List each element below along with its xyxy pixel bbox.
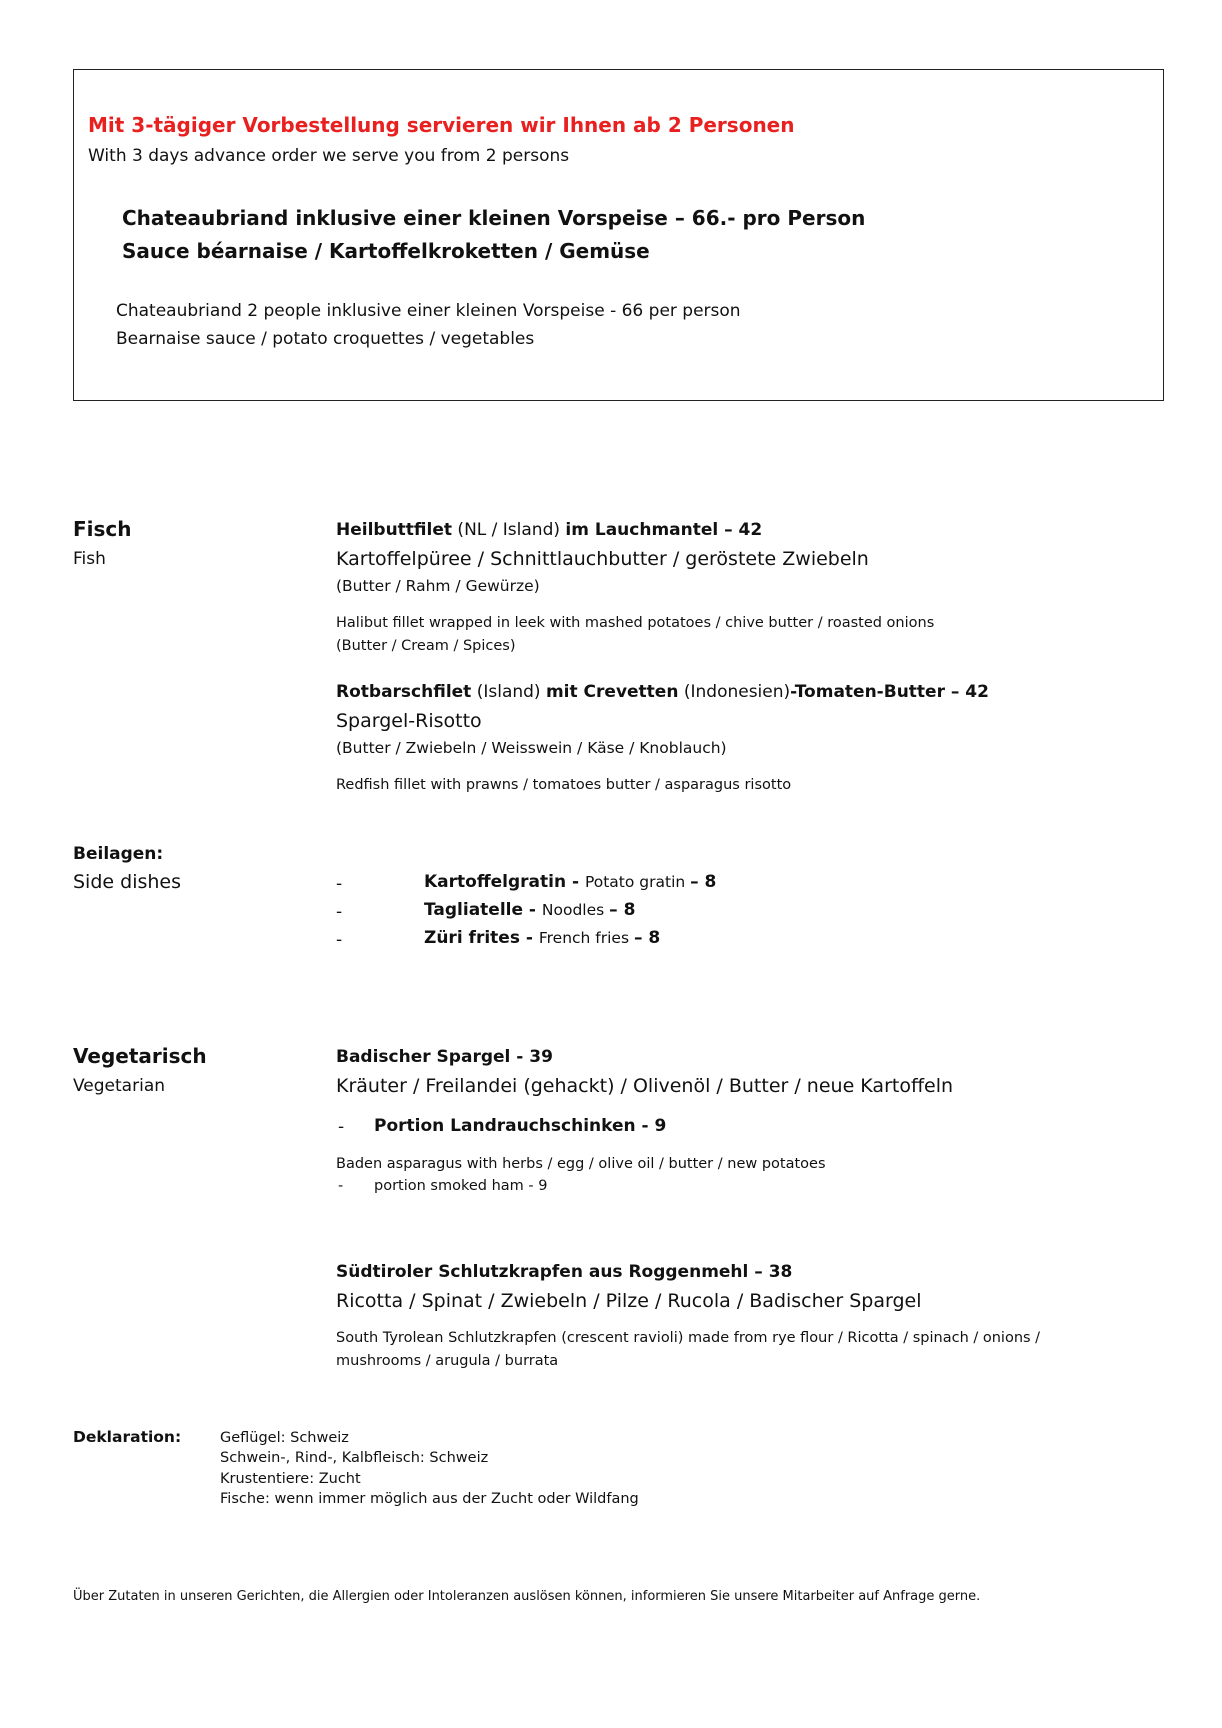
side-item-price: – 8 (609, 900, 636, 920)
veg-dish1-en: Baden asparagus with herbs / egg / olive oil / butter / new potatoes (336, 1156, 826, 1172)
veg-heading-en: Vegetarian (73, 1076, 166, 1096)
preorder-dish-line1: Chateaubriand inklusive einer kleinen Vorspeise – 66.- pro Person (122, 206, 866, 230)
fish-dish2-title-part2: (Island) (471, 682, 546, 702)
side-item (424, 900, 635, 920)
fish-dish2-title-part3: mit Crevetten (545, 682, 679, 702)
veg-dish2-en1: South Tyrolean Schlutzkrapfen (crescent ravioli) made from rye flour / Ricotta / spinach / onions / (336, 1330, 1041, 1346)
fish-dish2-title (336, 682, 989, 702)
side-item-dash: - (336, 930, 343, 950)
fish-dish1-desc: Kartoffelpüree / Schnittlauchbutter / geröstete Zwiebeln (336, 548, 869, 570)
side-item-en: Noodles (541, 901, 610, 919)
fish-dish2-en: Redfish fillet with prawns / tomatoes butter / asparagus risotto (336, 777, 792, 793)
side-item-dash: - (336, 874, 343, 894)
preorder-dish-line2: Sauce béarnaise / Kartoffelkroketten / Gemüse (122, 239, 650, 263)
fish-dish1-title-part3: im Lauchmantel – 42 (565, 520, 763, 540)
veg-dish1-en-addon: portion smoked ham - 9 (374, 1178, 548, 1194)
veg-dish1-desc: Kräuter / Freilandei (gehackt) / Olivenöl / Butter / neue Kartoffeln (336, 1075, 954, 1097)
side-item-en: Potato gratin (584, 873, 691, 891)
side-item-price: – 8 (690, 872, 717, 892)
preorder-headline-en: With 3 days advance order we serve you from 2 persons (88, 146, 570, 166)
fish-dish1-title-part1: Heilbuttfilet (336, 520, 453, 540)
veg-dish1-addon: Portion Landrauchschinken - 9 (374, 1116, 667, 1136)
declaration-line: Schwein-, Rind-, Kalbfleisch: Schweiz (220, 1450, 489, 1466)
preorder-en-line2: Bearnaise sauce / potato croquettes / vegetables (116, 329, 535, 349)
veg-dish2-desc: Ricotta / Spinat / Zwiebeln / Pilze / Rucola / Badischer Spargel (336, 1290, 922, 1312)
fish-heading: Fisch (73, 517, 132, 541)
veg-dish2-en2: mushrooms / arugula / burrata (336, 1353, 559, 1369)
side-item-de: Züri frites - (424, 928, 539, 948)
fish-dish1-en-ingredients: (Butter / Cream / Spices) (336, 638, 516, 654)
fish-dish1-title-part2: (NL / Island) (452, 520, 566, 540)
fish-dish1-title (336, 520, 762, 540)
veg-dish1-title: Badischer Spargel - 39 (336, 1047, 553, 1067)
declaration-line: Geflügel: Schweiz (220, 1430, 349, 1446)
side-item-en: French fries (538, 929, 634, 947)
side-item (424, 872, 716, 892)
fish-dish1-ingredients: (Butter / Rahm / Gewürze) (336, 577, 540, 595)
fish-heading-en: Fish (73, 549, 106, 569)
sides-heading-en: Side dishes (73, 871, 181, 893)
side-item-dash: - (336, 902, 343, 922)
sides-heading: Beilagen: (73, 844, 164, 864)
side-item-price: – 8 (633, 928, 661, 948)
veg-dish1-addon-dash: - (338, 1117, 345, 1137)
allergy-footer-note: Über Zutaten in unseren Gerichten, die Allergien oder Intoleranzen auslösen können, informieren Sie unsere Mitarbeiter auf Anfrage gerne. (73, 1589, 981, 1604)
side-item-de: Kartoffelgratin - (424, 872, 585, 892)
veg-heading: Vegetarisch (73, 1044, 207, 1068)
declaration-label: Deklaration: (73, 1428, 182, 1446)
fish-dish2-title-part1: Rotbarschfilet (336, 682, 472, 702)
fish-dish2-title-part5: -Tomaten-Butter – 42 (790, 682, 989, 702)
veg-dish1-en-addon-dash: - (338, 1178, 344, 1194)
preorder-headline: Mit 3-tägiger Vorbestellung servieren wir Ihnen ab 2 Personen (88, 113, 795, 137)
fish-dish2-title-part4: (Indonesien) (678, 682, 791, 702)
fish-dish2-desc: Spargel-Risotto (336, 710, 482, 732)
side-item (424, 928, 660, 948)
preorder-en-line1: Chateaubriand 2 people inklusive einer kleinen Vorspeise - 66 per person (116, 301, 741, 321)
side-item-de: Tagliatelle - (424, 900, 542, 920)
veg-dish2-title: Südtiroler Schlutzkrapfen aus Roggenmehl – 38 (336, 1262, 793, 1282)
declaration-line: Krustentiere: Zucht (220, 1471, 361, 1487)
fish-dish2-ingredients: (Butter / Zwiebeln / Weisswein / Käse / Knoblauch) (336, 739, 727, 757)
fish-dish1-en: Halibut fillet wrapped in leek with mashed potatoes / chive butter / roasted onions (336, 615, 935, 631)
declaration-line: Fische: wenn immer möglich aus der Zucht oder Wildfang (220, 1491, 639, 1507)
